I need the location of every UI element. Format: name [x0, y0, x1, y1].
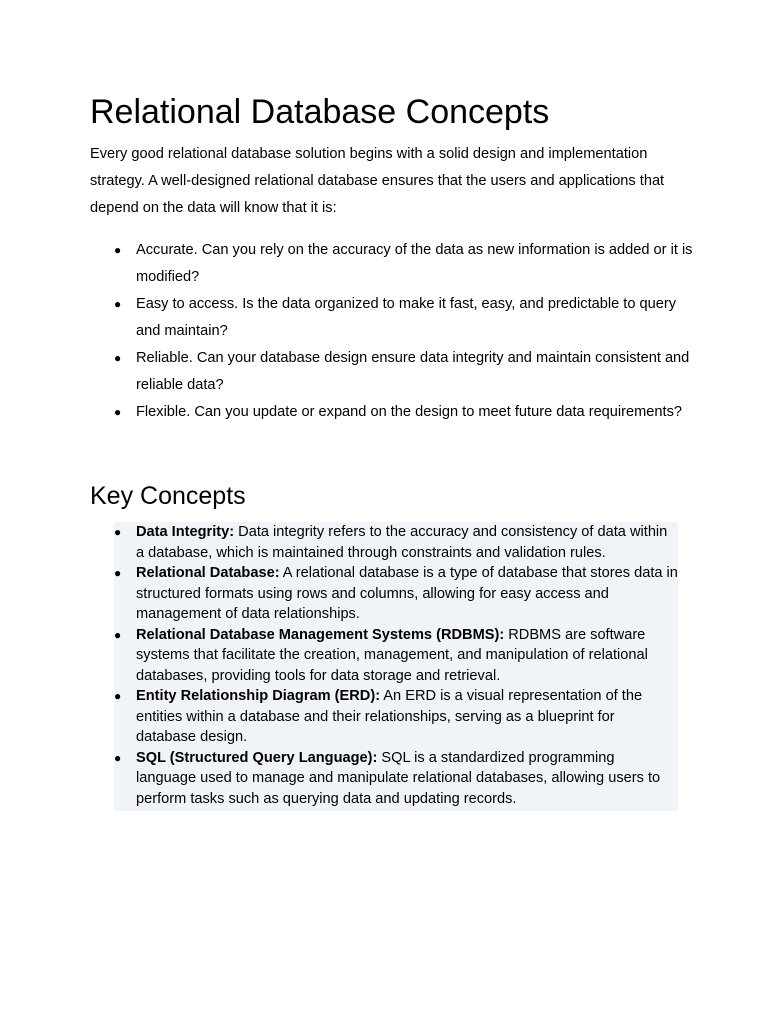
bullet-icon: ● [114, 566, 122, 580]
benefit-text: Accurate. Can you rely on the accuracy of the data as new information is added or it is modified? [136, 242, 693, 285]
bullet-icon: ● [114, 297, 122, 311]
list-item [114, 399, 694, 426]
bullet-icon: ● [114, 627, 122, 642]
concept-definition: SQL is a standardized programming language used to manage and manipulate relational databases, allowing users to perform tasks such as querying data and updating records. [136, 749, 661, 807]
section-heading-key-concepts: Key Concepts [90, 482, 246, 510]
list-item [114, 686, 678, 748]
concept-term: Relational Database: [136, 565, 280, 581]
bullet-icon: ● [114, 750, 122, 765]
concept-term: Relational Database Management Systems (RDBMS): [136, 626, 505, 643]
intro-paragraph: Every good relational database solution begins with a solid design and implementation strategy. A well-designed relational database ensures that the users and applications that depend on the data will know that it is: [90, 146, 665, 216]
bullet-icon: ● [114, 405, 122, 419]
benefit-text: Reliable. Can your database design ensure data integrity and maintain consistent and reliable data? [136, 350, 690, 393]
list-item [114, 237, 694, 291]
concept-term: SQL (Structured Query Language): [136, 749, 378, 766]
list-item [114, 291, 694, 345]
page-title: Relational Database Concepts [90, 93, 550, 131]
list-item [114, 563, 678, 625]
concept-term: Data Integrity: [136, 524, 235, 540]
concept-definition: RDBMS are software systems that facilitate the creation, management, and manipulation of relational databases, providing tools for data storage and retrieval. [136, 626, 648, 684]
list-item [114, 522, 678, 563]
concept-definition: A relational database is a type of database that stores data in structured formats using rows and columns, allowing for easy access and management of data relationships. [136, 565, 678, 622]
list-item [114, 625, 678, 687]
benefit-text: Easy to access. Is the data organized to make it fast, easy, and predictable to query and maintain? [136, 296, 676, 339]
concept-definition: Data integrity refers to the accuracy and consistency of data within a database, which is maintained through constraints and validation rules. [136, 524, 668, 561]
benefits-list [114, 237, 694, 426]
bullet-icon: ● [114, 351, 122, 365]
list-item [114, 345, 694, 399]
bullet-icon: ● [114, 525, 122, 539]
key-concepts-list [114, 522, 678, 811]
concept-term: Entity Relationship Diagram (ERD): [136, 688, 381, 704]
benefit-text: Flexible. Can you update or expand on the design to meet future data requirements? [136, 404, 682, 420]
bullet-icon: ● [114, 243, 122, 257]
list-item [114, 748, 678, 810]
bullet-icon: ● [114, 689, 122, 703]
concept-definition: An ERD is a visual representation of the entities within a database and their relationships, serving as a blueprint for database design. [136, 688, 643, 745]
